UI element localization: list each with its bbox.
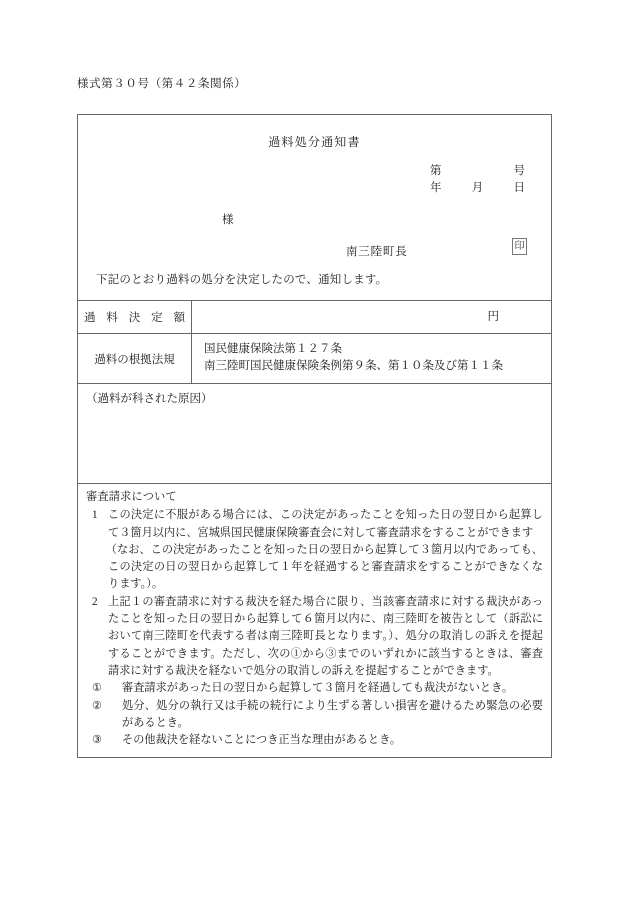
- legal-basis-value-cell: [192, 334, 551, 383]
- cause-label: （過料が科された原因）: [86, 393, 213, 405]
- serial-prefix-label: 第: [430, 165, 442, 177]
- appeal-item-number: 1: [92, 509, 98, 522]
- appeal-sub-item: [86, 698, 543, 733]
- notice-frame: [77, 114, 552, 758]
- legal-basis-line: 国民健康保険法第１２７条: [204, 343, 342, 355]
- amount-value-cell: [192, 301, 551, 333]
- date-day-label: 日: [513, 182, 525, 194]
- appeal-item-body: [105, 507, 543, 593]
- serial-suffix-label: 号: [513, 165, 525, 177]
- form-number: 様式第３０号（第４２条関係）: [77, 78, 247, 90]
- date-field: [430, 179, 525, 195]
- appeal-item: [86, 507, 543, 593]
- cause-box: [78, 384, 551, 484]
- date-month-label: 月: [471, 182, 484, 194]
- table-row-legal-basis: [78, 334, 551, 384]
- legal-basis-label: 過料の根拠法規: [78, 334, 192, 383]
- appeal-sub-item: [86, 680, 543, 697]
- appeal-item-body: [108, 594, 543, 680]
- appeal-sub-item: [86, 732, 543, 749]
- appeal-heading: 審査請求について: [86, 491, 177, 503]
- lead-sentence: 下記のとおり過料の処分を決定したので、通知します。: [96, 274, 388, 286]
- issuer-name: 南三陸町長: [346, 246, 408, 258]
- seal-stamp-icon: 印: [512, 238, 527, 255]
- amount-label: 過 料 決 定 額: [78, 301, 192, 333]
- legal-basis-line: 南三陸町国民健康保険条例第９条、第１０条及び第１１条: [204, 360, 503, 372]
- appeal-sub-item-text: その他裁決を経ないことにつき正当な理由があるとき。: [122, 734, 402, 747]
- document-title: 過料処分通知書: [268, 135, 361, 149]
- appeal-instructions: [78, 484, 551, 757]
- addressee-honorific: 様: [222, 214, 234, 226]
- appeal-item-paragraph: この決定に不服がある場合には、この決定があったことを知った日の翌日から起算して３箇月以内に、宮城県国民健康保険審査会に対して審査請求をすることができます: [108, 509, 543, 539]
- appeal-sub-item-text: 審査請求があった日の翌日から起算して３箇月を経過しても裁決がないとき。: [122, 682, 514, 695]
- notice-header: [78, 115, 551, 301]
- appeal-sub-item-marker: ②: [92, 699, 103, 712]
- appeal-item-paragraph: （なお、この決定があったことを知った日の翌日から起算して３箇月以内であっても、この決定の日の翌日から起算して１年を経過すると審査請求をすることができなくなります。）。: [105, 543, 543, 591]
- appeal-item: [86, 594, 543, 680]
- appeal-sub-item-text: 処分、処分の執行又は手続の続行により生ずる著しい損害を避けるため緊急の必要があるとき。: [122, 699, 543, 729]
- amount-unit-label: 円: [487, 311, 499, 323]
- appeal-item-number: 2: [92, 595, 98, 608]
- appeal-sub-item-marker: ①: [92, 682, 103, 695]
- serial-number-field: [430, 162, 525, 178]
- appeal-sub-item-marker: ③: [92, 734, 103, 747]
- date-year-label: 年: [430, 182, 442, 194]
- appeal-item-paragraph: 上記１の審査請求に対する裁決を経た場合に限り、当該審査請求に対する裁決があったことを知った日の翌日から起算して６箇月以内に、南三陸町を被告として（訴訟において南三陸町を代表する者は南三陸町長となります。）、処分の取消しの訴えを提起することができます。ただし、次の①から③までのいずれかに該当するときは、審査請求に対する裁決を経ないで処分の取消しの訴えを提起することができます。: [108, 595, 543, 677]
- table-row-amount: [78, 301, 551, 334]
